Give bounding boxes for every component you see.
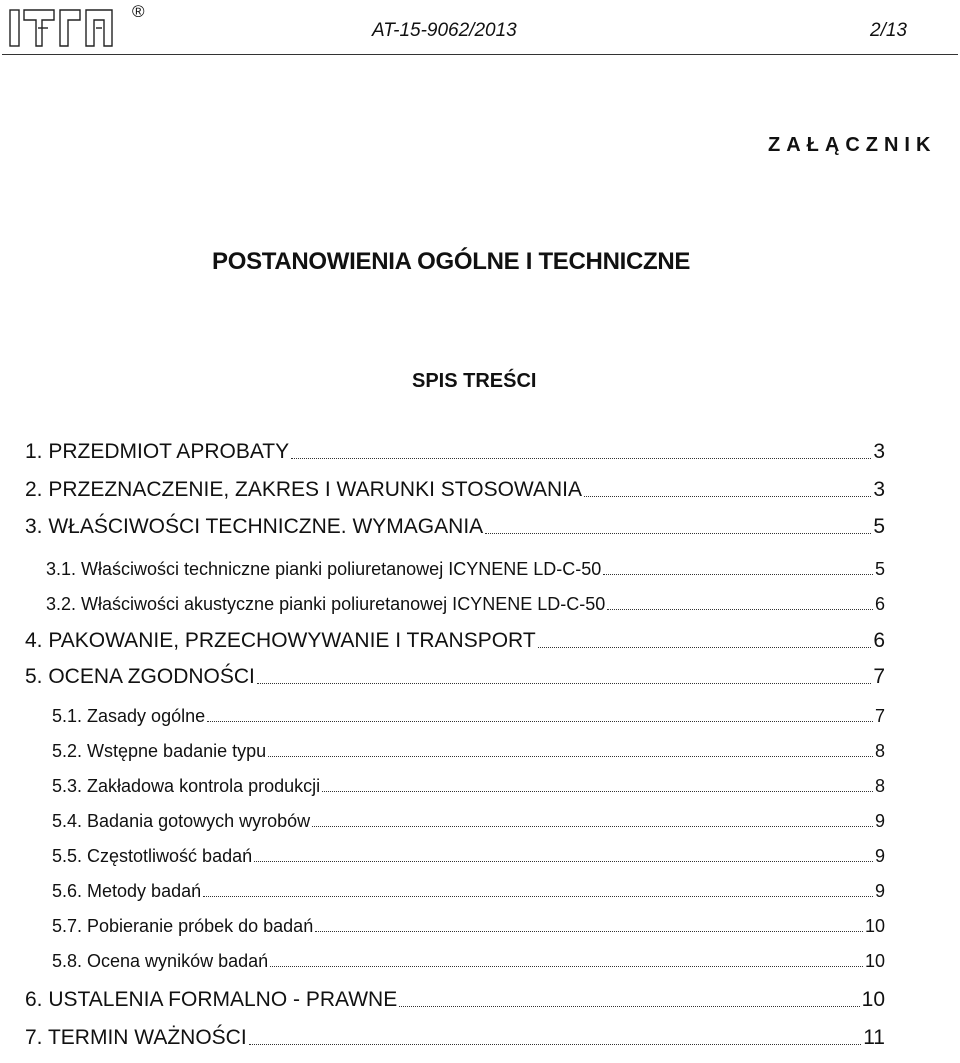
toc-entry-label: 4. PAKOWANIE, PRZECHOWYWANIE I TRANSPORT	[25, 629, 536, 652]
toc-entry[interactable]	[52, 846, 885, 867]
dot-leader	[257, 683, 871, 684]
toc-entry-label: 5.3. Zakładowa kontrola produkcji	[52, 776, 321, 796]
toc-entry-page: 10	[861, 988, 885, 1011]
dot-leader	[254, 861, 873, 862]
toc-entry-page: 8	[874, 776, 885, 796]
dot-leader	[607, 609, 873, 610]
toc-entry-label: 3. WŁAŚCIWOŚCI TECHNICZNE. WYMAGANIA	[25, 515, 484, 538]
toc-entry-label: 2. PRZEZNACZENIE, ZAKRES I WARUNKI STOSOWANIA	[25, 478, 582, 501]
dot-leader	[399, 1006, 859, 1007]
toc-entry-label: 5.2. Wstępne badanie typu	[52, 741, 267, 761]
toc-entry-label: 5.5. Częstotliwość badań	[52, 846, 253, 866]
toc-entry[interactable]	[52, 916, 885, 937]
dot-leader	[207, 721, 873, 722]
toc-entry-page: 10	[864, 916, 885, 936]
registered-mark: ®	[132, 2, 145, 21]
document-number: AT-15-9062/2013	[372, 20, 517, 41]
dot-leader	[270, 966, 863, 967]
toc-entry-label: 3.1. Właściwości techniczne pianki poliuretanowej ICYNENE LD-C-50	[46, 559, 602, 579]
toc-entry[interactable]	[52, 741, 885, 762]
toc-entry-page: 9	[874, 811, 885, 831]
toc-entry-label: 5.7. Pobieranie próbek do badań	[52, 916, 314, 936]
toc-entry-page: 6	[873, 629, 885, 652]
toc-entry[interactable]	[52, 776, 885, 797]
header-divider	[2, 54, 958, 55]
toc-entry-page: 11	[863, 1026, 885, 1049]
page-number: 2/13	[870, 20, 907, 41]
toc-entry[interactable]	[25, 478, 885, 502]
toc-entry-page: 5	[873, 515, 885, 538]
toc-entry[interactable]	[46, 594, 885, 615]
toc-entry-page: 9	[874, 881, 885, 901]
toc-entry[interactable]	[25, 629, 885, 653]
toc-entry-label: 5.1. Zasady ogólne	[52, 706, 206, 726]
itb-logo	[8, 6, 126, 48]
toc-entry[interactable]	[25, 440, 885, 464]
dot-leader	[584, 496, 871, 497]
toc-entry-page: 10	[864, 951, 885, 971]
dot-leader	[312, 826, 873, 827]
toc-entry-label: 7. TERMIN WAŻNOŚCI	[25, 1026, 247, 1049]
dot-leader	[538, 647, 872, 648]
dot-leader	[603, 574, 873, 575]
toc-entry-page: 3	[873, 478, 885, 501]
toc-entry[interactable]	[46, 559, 885, 580]
toc-entry-page: 5	[874, 559, 885, 579]
dot-leader	[485, 533, 871, 534]
toc-entry-page: 7	[873, 665, 885, 688]
toc-entry-page: 6	[874, 594, 885, 614]
dot-leader	[322, 791, 873, 792]
toc-entry[interactable]	[52, 706, 885, 727]
toc-entry-label: 5.6. Metody badań	[52, 881, 202, 901]
toc-entry[interactable]	[25, 1026, 885, 1050]
toc-entry[interactable]	[52, 811, 885, 832]
toc-entry[interactable]	[25, 665, 885, 689]
toc-entry-page: 9	[874, 846, 885, 866]
toc-entry-label: 6. USTALENIA FORMALNO - PRAWNE	[25, 988, 398, 1011]
toc-entry[interactable]	[25, 988, 885, 1012]
toc-entry-label: 5.8. Ocena wyników badań	[52, 951, 269, 971]
toc-entry-label: 5.4. Badania gotowych wyrobów	[52, 811, 311, 831]
toc-entry-label: 3.2. Właściwości akustyczne pianki poliuretanowej ICYNENE LD-C-50	[46, 594, 606, 614]
annex-title: ZAŁĄCZNIK	[768, 134, 937, 156]
dot-leader	[203, 896, 873, 897]
toc-title: SPIS TREŚCI	[412, 370, 537, 392]
toc-entry-page: 7	[874, 706, 885, 726]
toc-entry-page: 8	[874, 741, 885, 761]
main-title: POSTANOWIENIA OGÓLNE I TECHNICZNE	[212, 248, 691, 275]
dot-leader	[291, 458, 871, 459]
page-header	[0, 0, 960, 60]
toc-entry-label: 5. OCENA ZGODNOŚCI	[25, 665, 255, 688]
toc-entry[interactable]	[52, 881, 885, 902]
dot-leader	[268, 756, 873, 757]
toc-entry-page: 3	[873, 440, 885, 463]
toc-entry-label: 1. PRZEDMIOT APROBATY	[25, 440, 290, 463]
dot-leader	[249, 1044, 862, 1045]
toc-entry[interactable]	[25, 515, 885, 539]
toc-entry[interactable]	[52, 951, 885, 972]
dot-leader	[315, 931, 863, 932]
